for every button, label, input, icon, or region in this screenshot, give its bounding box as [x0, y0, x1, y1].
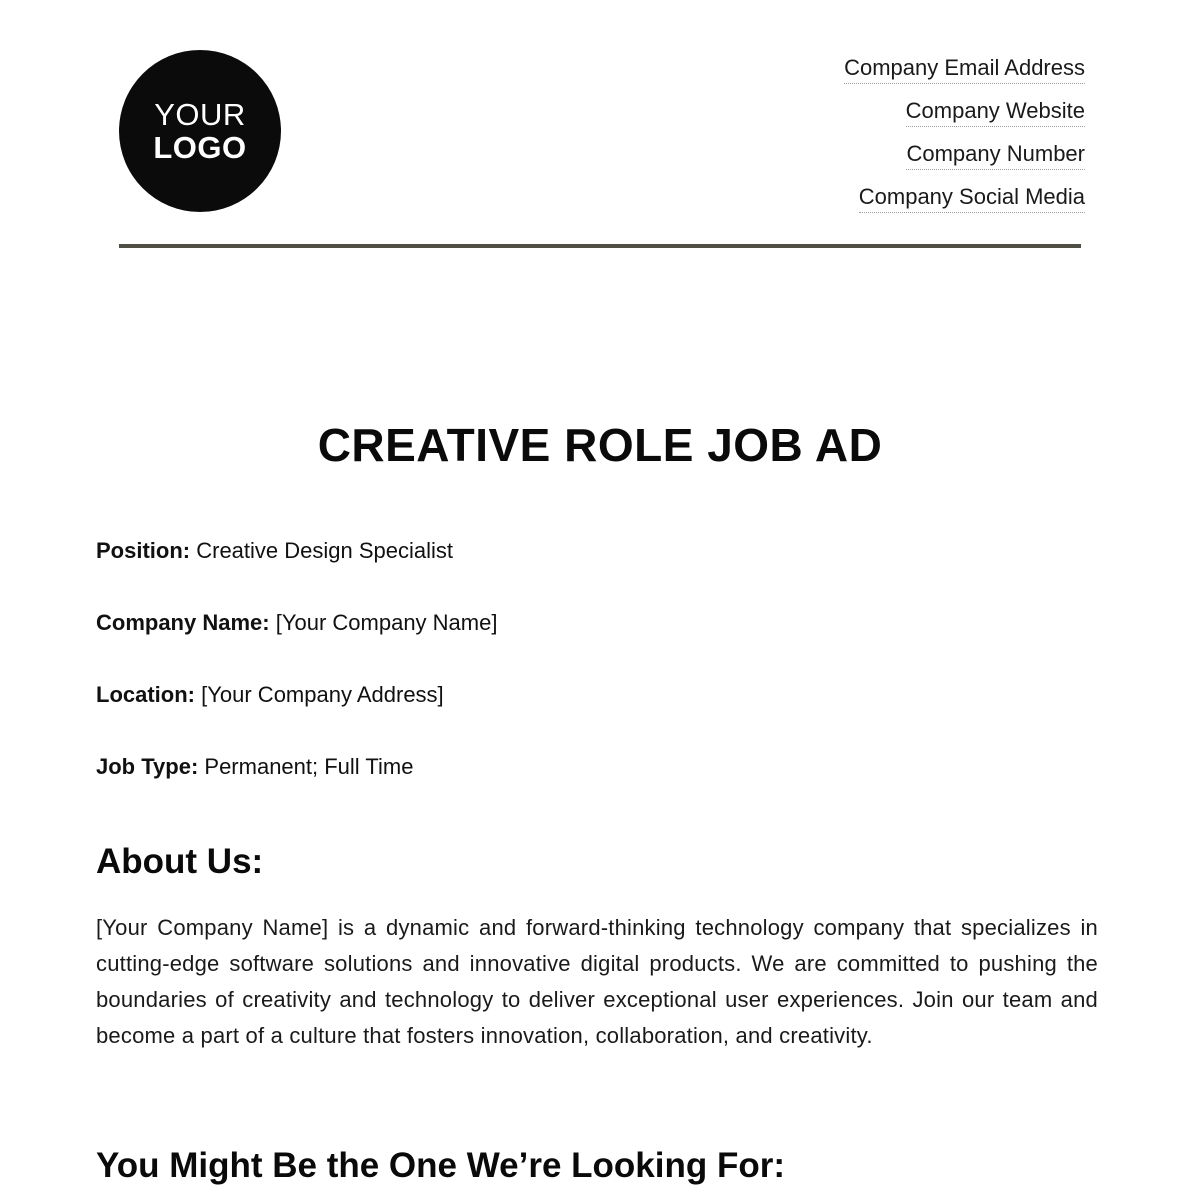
detail-label: Position: [96, 538, 191, 563]
job-details [96, 536, 1100, 824]
company-email-link[interactable]: Company Email Address [844, 54, 1085, 84]
detail-label: Company Name: [96, 610, 270, 635]
detail-value: Creative Design Specialist [196, 538, 454, 563]
detail-value: Permanent; Full Time [204, 754, 414, 779]
detail-value: [Your Company Name] [275, 610, 498, 635]
detail-value: [Your Company Address] [201, 682, 444, 707]
document-title: CREATIVE ROLE JOB AD [317, 419, 883, 471]
company-social-media-link[interactable]: Company Social Media [859, 183, 1085, 213]
looking-for-heading: You Might Be the One We’re Looking For: [96, 1146, 785, 1185]
company-number-link[interactable]: Company Number [906, 140, 1085, 170]
company-logo [119, 50, 281, 212]
detail-position [96, 536, 1100, 566]
detail-job-type [96, 752, 1100, 782]
company-website-link[interactable]: Company Website [906, 97, 1085, 127]
detail-location [96, 680, 1100, 710]
about-us-paragraph: [Your Company Name] is a dynamic and forward-thinking technology company that specializes in cutting-edge software solutions and innovative digital products. We are committed to pushing the boundaries of creativity and technology to deliver exceptional user experiences. Join our team and become a part of a culture that fosters innovation, collaboration, and creativity. [96, 915, 1098, 1048]
detail-label: Location: [96, 682, 195, 707]
logo-text-your: YOUR [154, 97, 246, 132]
header-divider [119, 244, 1081, 248]
detail-label: Job Type: [96, 754, 199, 779]
contact-info [844, 54, 1085, 226]
detail-company-name [96, 608, 1100, 638]
about-us-heading: About Us: [96, 842, 264, 881]
logo-text-logo: LOGO [153, 130, 247, 165]
